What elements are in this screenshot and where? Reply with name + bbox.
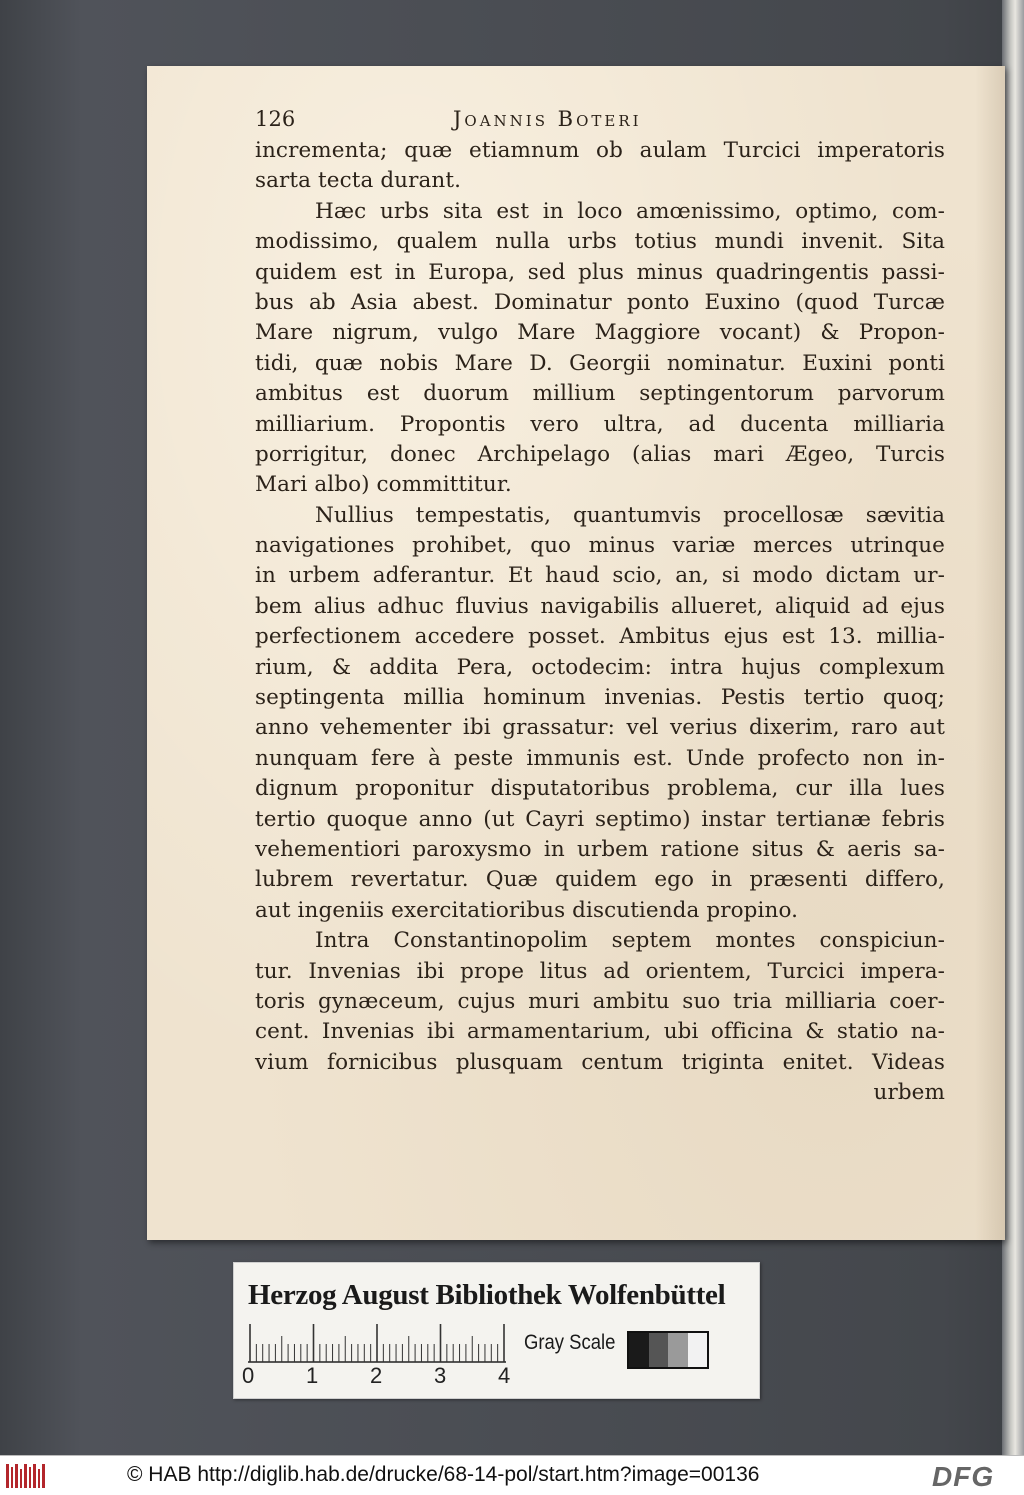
text-line: nunquam fere à peste immunis est. Unde profecto non in-: [255, 745, 945, 771]
text-line: rium, & addita Pera, octodecim: intra hujus complexum: [255, 654, 945, 680]
ruler-number: 0: [242, 1363, 255, 1388]
text-line: Nullius tempestatis, quantumvis procellosæ sævitia: [315, 502, 945, 528]
text-line: Intra Constantinopolim septem montes conspiciun-: [315, 928, 945, 954]
copyright-url: © HAB http://diglib.hab.de/drucke/68-14-pol/start.htm?image=00136: [127, 1463, 760, 1486]
page-text: [255, 104, 945, 1109]
gray-swatch: [668, 1333, 688, 1367]
text-line: porrigitur, donec Archipelago (alias mari Ægeo, Turcis: [255, 441, 945, 467]
text-line: bem alius adhuc fluvius navigabilis allueret, aliquid ad ejus: [255, 593, 945, 619]
text-line: vehementiori paroxysmo in urbem ratione situs & aeris sa-: [255, 836, 945, 862]
ruler-number: 2: [370, 1363, 383, 1388]
catchword: urbem: [873, 1080, 945, 1106]
gray-swatch: [649, 1333, 669, 1367]
text-line: vium fornicibus plusquam centum triginta enitet. Videas: [255, 1049, 945, 1075]
gray-swatch: [629, 1333, 649, 1367]
text-line: modissimo, qualem nulla urbs totius mundi invenit. Sita: [255, 229, 945, 255]
text-line: Mare nigrum, vulgo Mare Maggiore vocant) & Propon-: [255, 320, 945, 346]
book-edge: [1002, 0, 1024, 1455]
text-line: tidi, quæ nobis Mare D. Georgii nominatur. Euxini ponti: [255, 350, 945, 376]
text-line: septingenta millia hominum invenias. Pestis tertio quoq;: [255, 685, 945, 711]
book-page: [147, 66, 1005, 1240]
text-line: milliarium. Propontis vero ultra, ad ducenta milliaria: [255, 411, 945, 437]
text-line: navigationes prohibet, quo minus variæ merces utrinque: [255, 533, 945, 559]
page-fold-shadow: [975, 66, 1005, 1240]
text-line: lubrem revertatur. Quæ quidem ego in præsenti differo,: [255, 867, 945, 893]
ruler-number: 3: [434, 1363, 447, 1388]
text-line: bus ab Asia abest. Dominatur ponto Euxino (quod Turcæ: [255, 289, 945, 315]
page-number: 126: [255, 107, 296, 131]
text-line: dignum proponitur disputatoribus problema, cur illa lues: [255, 776, 945, 802]
dfg-logo: DFG: [932, 1461, 995, 1492]
text-line: ambitus est duorum millium septingentorum parvorum: [255, 381, 945, 407]
ruler-numbers: [242, 1363, 522, 1389]
text-line: sarta tecta durant.: [255, 168, 462, 194]
gray-swatch: [688, 1333, 708, 1367]
text-line: in urbem adferantur. Et haud scio, an, si modo dictam ur-: [255, 563, 945, 589]
text-line: cent. Invenias ibi armamentarium, ubi officina & statio na-: [255, 1019, 945, 1045]
text-line: tur. Invenias ibi prope litus ad orientem, Turcici impera-: [255, 958, 945, 984]
text-line: aut ingeniis exercitatioribus discutienda propino.: [255, 897, 799, 923]
library-name: Herzog August Bibliothek Wolfenbüttel: [248, 1279, 726, 1311]
text-line: toris gynæceum, cujus muri ambitu suo tria milliaria coer-: [255, 988, 945, 1014]
running-head: Joannis Boteri: [453, 107, 642, 131]
text-line: Mari albo) committitur.: [255, 472, 512, 498]
text-line: Hæc urbs sita est in loco amœnissimo, optimo, com-: [315, 198, 945, 224]
library-color-target-label: [233, 1262, 760, 1399]
text-line: incrementa; quæ etiamnum ob aulam Turcici imperatoris: [255, 138, 945, 163]
ruler-number: 4: [498, 1363, 511, 1388]
text-line: tertio quoque anno (ut Cayri septimo) instar tertianæ febris: [255, 806, 945, 832]
text-line: quidem est in Europa, sed plus minus quadringentis passi-: [255, 259, 945, 285]
ruler-number: 1: [306, 1363, 319, 1388]
footer-bar: [0, 1455, 1024, 1495]
text-line: anno vehementer ibi grassatur: vel verius dixerim, raro aut: [255, 715, 945, 741]
page-header: [255, 104, 945, 136]
measurement-ruler: [248, 1323, 508, 1363]
gray-scale-swatches: [627, 1331, 709, 1369]
gray-scale-label: Gray Scale: [524, 1331, 616, 1354]
text-line: perfectionem accedere posset. Ambitus ejus est 13. millia-: [255, 624, 945, 650]
barcode-icon: [6, 1464, 46, 1488]
